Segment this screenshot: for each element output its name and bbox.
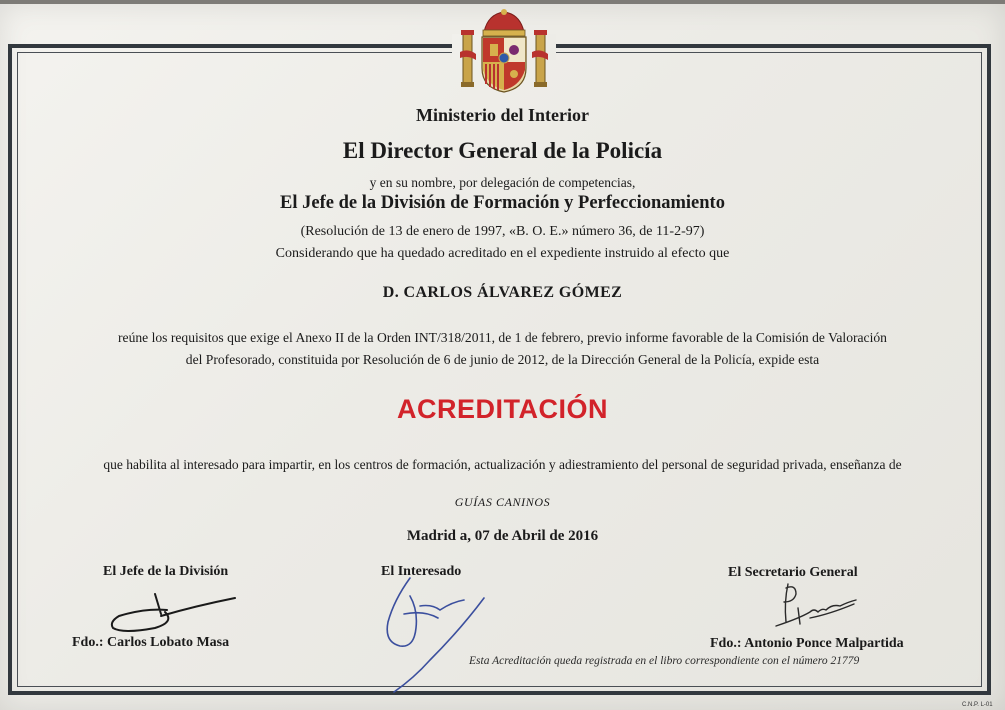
considering-line: Considerando que ha quedado acreditado en el expediente instruido al efecto que xyxy=(275,246,730,261)
requirements-line-1: reúne los requisitos que exige el Anexo II de la Orden INT/318/2011, de 1 de febrero, previo informe favorable de la Comisión de Valoración xyxy=(118,330,887,345)
secretary-general-signature xyxy=(770,578,860,634)
cnp-code: C.N.P. L-01 xyxy=(962,702,993,708)
division-chief-label: El Jefe de la División xyxy=(103,564,229,579)
registry-note: Esta Acreditación queda registrada en el libro correspondiente con el número 21779 xyxy=(469,655,860,667)
recipient-name: D. CARLOS ÁLVAREZ GÓMEZ xyxy=(382,284,623,301)
secretary-general-signed-by: Fdo.: Antonio Ponce Malpartida xyxy=(710,636,904,651)
delegation-line: y en su nombre, por delegación de competencias, xyxy=(369,175,636,190)
secretary-general-label: El Secretario General xyxy=(728,565,858,580)
requirements-line-2: del Profesorado, constituida por Resolución de 6 de junio de 2012, de la Dirección General de la Policía, expide esta xyxy=(185,352,820,367)
holder-label: El Interesado xyxy=(381,564,462,579)
specialty: GUÍAS CANINOS xyxy=(454,495,551,509)
certificate-title: ACREDITACIÓN xyxy=(397,394,608,424)
division-chief-signature xyxy=(105,590,245,636)
division-heading: El Jefe de la División de Formación y Perfeccionamiento xyxy=(280,193,725,213)
holder-signature xyxy=(380,570,490,694)
spain-coat-of-arms-icon xyxy=(458,8,550,94)
issue-date: Madrid a, 07 de Abril de 2016 xyxy=(406,528,599,544)
resolution-line: (Resolución de 13 de enero de 1997, «B. O. E.» número 36, de 11-2-97) xyxy=(300,224,705,239)
certificate-paper xyxy=(0,4,1005,710)
director-heading: El Director General de la Policía xyxy=(342,138,663,163)
enables-line: que habilita al interesado para impartir, en los centros de formación, actualización y adiestramiento del personal de seguridad privada, enseñanza de xyxy=(103,457,902,472)
ministry-heading: Ministerio del Interior xyxy=(416,105,589,125)
division-chief-signed-by: Fdo.: Carlos Lobato Masa xyxy=(72,635,230,650)
